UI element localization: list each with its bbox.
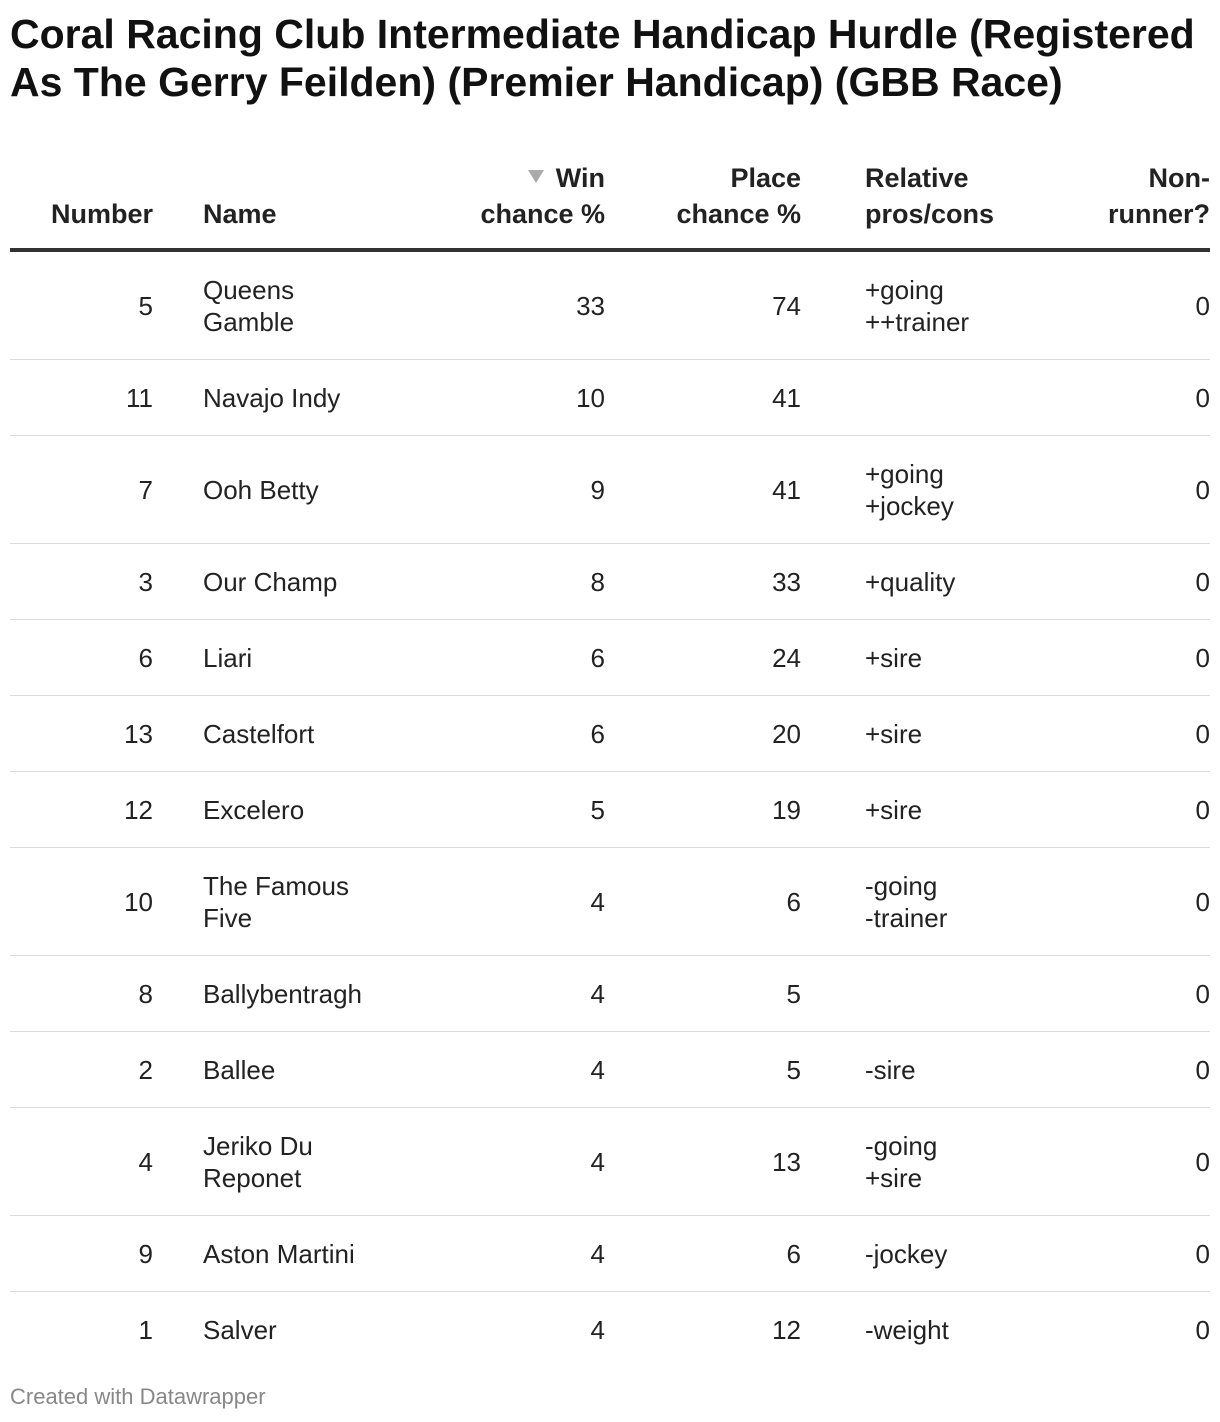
header-line-2: Name	[203, 199, 277, 229]
table-row	[10, 1292, 1210, 1368]
cell-non-runner: 0	[1013, 772, 1210, 848]
cell-place-chance: 13	[605, 1108, 801, 1216]
cell-non-runner: 0	[1013, 1032, 1210, 1108]
header-line-1: Place	[730, 163, 801, 193]
cell-win-chance: 5	[365, 772, 605, 848]
cell-name	[153, 1032, 365, 1108]
cell-place-chance: 5	[605, 1032, 801, 1108]
cell-number: 6	[10, 620, 153, 696]
cell-number: 8	[10, 956, 153, 1032]
cell-win-chance: 4	[590, 1314, 605, 1345]
header-line-1: Win	[555, 163, 605, 193]
cell-number: 13	[10, 696, 153, 772]
cell-number: 12	[10, 772, 153, 848]
column-header-non-runner[interactable]	[1013, 160, 1210, 250]
pros-cons-line: -trainer	[865, 902, 948, 933]
cell-number: 5	[10, 250, 153, 360]
cell-win-chance: 8	[365, 544, 605, 620]
cell-relative-pros-cons	[801, 620, 1013, 696]
cell-non-runner: 0	[1013, 848, 1210, 956]
cell-name	[153, 436, 365, 544]
header-line-2: chance %	[480, 199, 605, 229]
cell-relative-pros-cons	[801, 360, 1013, 436]
cell-non-runner: 0	[1013, 1108, 1210, 1216]
cell-number: 11	[10, 360, 153, 436]
column-header-number[interactable]	[10, 160, 153, 250]
table-body	[10, 250, 1210, 1367]
cell-place-chance: 20	[605, 696, 801, 772]
pros-cons-line: ++trainer	[865, 306, 970, 337]
cell-place-chance: 24	[605, 620, 801, 696]
header-line-2: Number	[50, 199, 153, 229]
cell-place-chance: 74	[605, 250, 801, 360]
table-row	[10, 250, 1210, 360]
cell-non-runner: 0	[1013, 1216, 1210, 1292]
cell-place-chance: 6	[605, 848, 801, 956]
column-header-name[interactable]	[153, 160, 365, 250]
cell-win-chance: 4	[365, 1032, 605, 1108]
pros-cons-line: -jockey	[865, 1238, 948, 1269]
cell-relative-pros-cons	[801, 848, 1013, 956]
pros-cons-line: +jockey	[865, 490, 954, 521]
pros-cons-line: -going	[865, 1130, 938, 1161]
runners-table	[10, 160, 1210, 1367]
cell-name	[153, 1216, 365, 1292]
table-row	[10, 1216, 1210, 1292]
cell-win-chance: 33	[365, 250, 605, 360]
cell-non-runner: 0	[1013, 250, 1210, 360]
name-line: Queens	[203, 274, 295, 305]
pros-cons-line: +sire	[865, 794, 923, 825]
name-line: Jeriko Du	[203, 1130, 313, 1161]
cell-number: 7	[10, 436, 153, 544]
cell-number: 10	[10, 848, 153, 956]
header-line-1: Relative	[865, 163, 969, 193]
cell-place-chance: 12	[772, 1314, 801, 1345]
pros-cons-line: +going	[865, 458, 944, 489]
cell-place-chance: 19	[605, 772, 801, 848]
name-line: Aston Martini	[203, 1238, 355, 1269]
name-line: Ooh Betty	[203, 474, 319, 505]
cell-name	[153, 250, 365, 360]
cell-relative-pros-cons	[801, 436, 1013, 544]
cell-name	[153, 1292, 365, 1368]
table-row	[10, 1032, 1210, 1108]
pros-cons-line: -weight	[865, 1314, 949, 1345]
cell-non-runner: 0	[1013, 544, 1210, 620]
cell-win-chance: 6	[365, 620, 605, 696]
table-row	[10, 360, 1210, 436]
table-row	[10, 956, 1210, 1032]
cell-non-runner: 0	[1013, 436, 1210, 544]
cell-number: 4	[10, 1108, 153, 1216]
cell-non-runner: 0	[1013, 620, 1210, 696]
cell-place-chance: 41	[605, 436, 801, 544]
cell-name	[153, 544, 365, 620]
table-row	[10, 848, 1210, 956]
cell-win-chance: 4	[365, 1216, 605, 1292]
cell-relative-pros-cons	[801, 696, 1013, 772]
footer-credit: Created with Datawrapper	[10, 1384, 266, 1409]
cell-name	[153, 620, 365, 696]
name-line: Liari	[203, 642, 253, 673]
name-line: Ballee	[203, 1054, 276, 1085]
pros-cons-line: +sire	[865, 642, 923, 673]
cell-name	[153, 848, 365, 956]
cell-place-chance: 33	[605, 544, 801, 620]
name-line: Ballybentragh	[203, 978, 362, 1009]
cell-win-chance: 9	[365, 436, 605, 544]
cell-non-runner: 0	[1195, 1314, 1210, 1345]
name-line: Gamble	[203, 306, 295, 337]
cell-win-chance: 4	[365, 848, 605, 956]
header-row	[10, 160, 1210, 250]
cell-number: 1	[138, 1314, 153, 1345]
name-line: The Famous	[203, 870, 349, 901]
table-row	[10, 1108, 1210, 1216]
name-line: Navajo Indy	[203, 382, 341, 413]
table-row	[10, 544, 1210, 620]
cell-relative-pros-cons	[801, 1292, 1013, 1368]
cell-place-chance: 5	[605, 956, 801, 1032]
cell-win-chance: 10	[365, 360, 605, 436]
column-header-place-chance[interactable]	[605, 160, 801, 250]
column-header-relative-pros-cons[interactable]	[801, 160, 1013, 250]
cell-place-chance: 6	[605, 1216, 801, 1292]
cell-name	[153, 1108, 365, 1216]
pros-cons-line: +quality	[865, 566, 956, 597]
table-row	[10, 696, 1210, 772]
cell-non-runner: 0	[1013, 360, 1210, 436]
name-line: Reponet	[203, 1162, 302, 1193]
name-line: Five	[203, 902, 253, 933]
cell-relative-pros-cons	[801, 250, 1013, 360]
cell-relative-pros-cons	[801, 1032, 1013, 1108]
table-row	[10, 436, 1210, 544]
cell-relative-pros-cons	[801, 544, 1013, 620]
header-line-2: pros/cons	[865, 199, 995, 229]
cell-number: 2	[10, 1032, 153, 1108]
name-line: Our Champ	[203, 566, 338, 597]
column-header-win-chance[interactable]	[365, 160, 605, 250]
cell-win-chance: 4	[365, 1108, 605, 1216]
cell-relative-pros-cons	[801, 1216, 1013, 1292]
cell-number: 3	[10, 544, 153, 620]
name-line: Castelfort	[203, 718, 315, 749]
cell-relative-pros-cons	[801, 1108, 1013, 1216]
cell-number: 9	[10, 1216, 153, 1292]
cell-win-chance: 6	[365, 696, 605, 772]
cell-relative-pros-cons	[801, 956, 1013, 1032]
cell-name	[153, 956, 365, 1032]
sort-descending-icon	[528, 170, 544, 183]
cell-relative-pros-cons	[801, 772, 1013, 848]
cell-non-runner: 0	[1013, 956, 1210, 1032]
chart-title: Coral Racing Club Intermediate Handicap Hurdle (Registered As The Gerry Feilden) (Premier Handicap) (GBB Race)	[10, 11, 1195, 105]
cell-name	[153, 772, 365, 848]
pros-cons-line: -sire	[865, 1054, 916, 1085]
pros-cons-line: +going	[865, 274, 944, 305]
pros-cons-line: +sire	[865, 718, 923, 749]
pros-cons-line: -going	[865, 870, 938, 901]
header-line-2: runner?	[1107, 199, 1210, 229]
name-line: Excelero	[203, 794, 305, 825]
cell-name	[153, 696, 365, 772]
table-row	[10, 772, 1210, 848]
cell-name	[153, 360, 365, 436]
cell-non-runner: 0	[1013, 696, 1210, 772]
cell-win-chance: 4	[365, 956, 605, 1032]
table-row	[10, 620, 1210, 696]
pros-cons-line: +sire	[865, 1162, 923, 1193]
name-line: Salver	[203, 1314, 277, 1345]
cell-place-chance: 41	[605, 360, 801, 436]
header-line-2: chance %	[676, 199, 801, 229]
header-line-1: Non-	[1148, 163, 1210, 193]
